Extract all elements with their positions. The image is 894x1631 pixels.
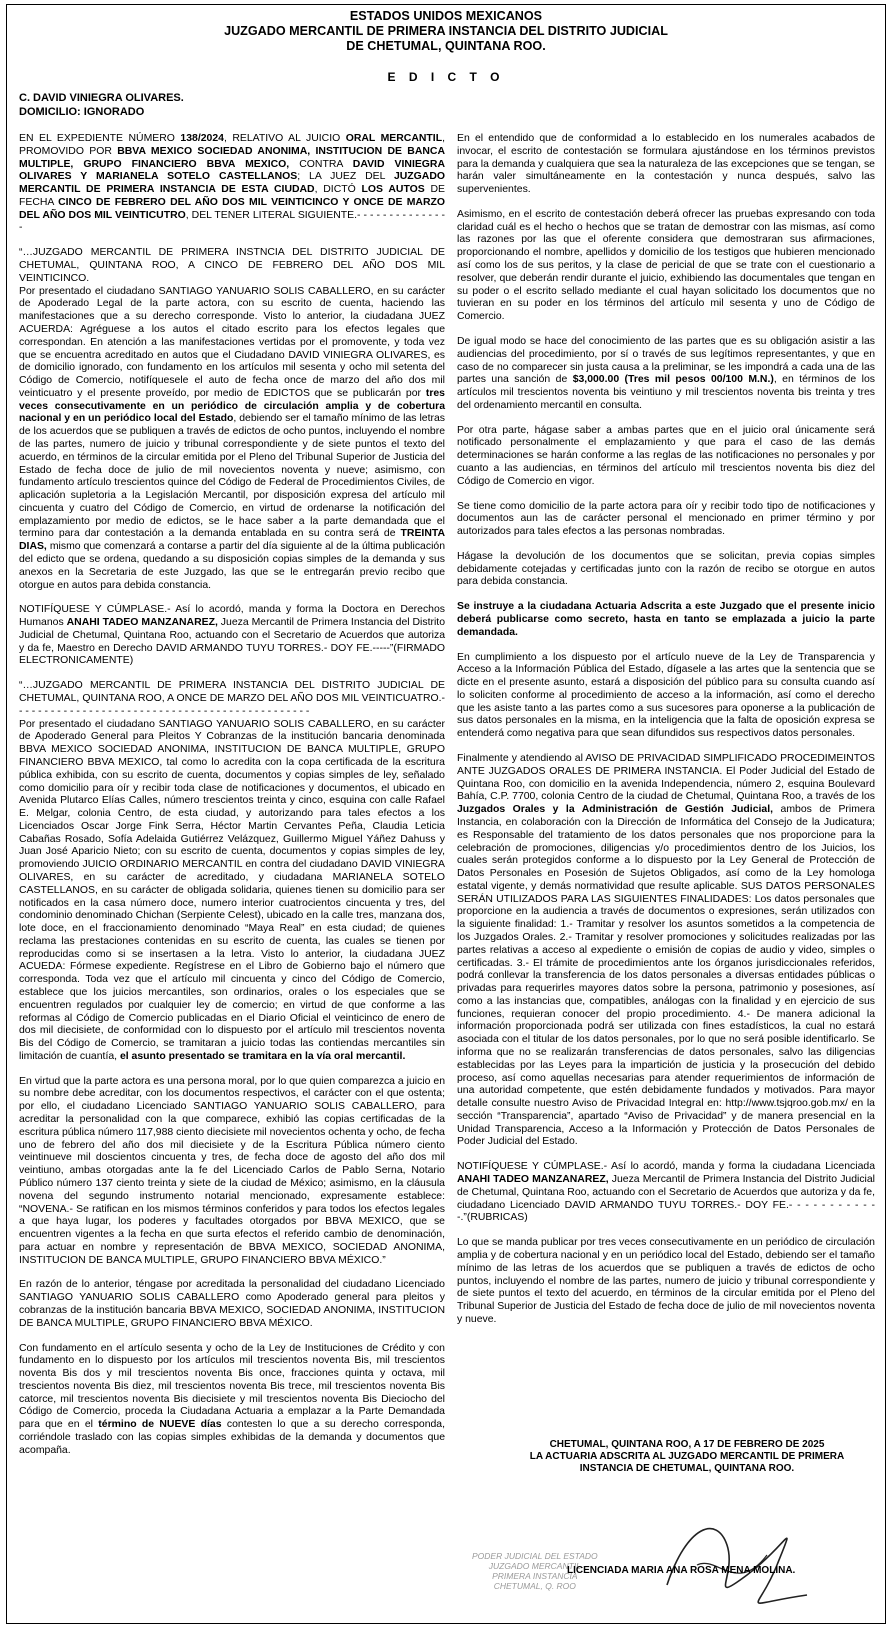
bold-text-run: Juzgados Orales y la Administración de Gestión Judicial, xyxy=(457,804,774,816)
bold-text-run: LOS AUTOS xyxy=(361,184,425,196)
bold-text-run: $3,000.00 (Tres mil pesos 00/100 M.N.) xyxy=(572,374,774,386)
right-column xyxy=(457,133,875,1339)
text-run: , RELATIVO AL JUICIO xyxy=(223,133,346,144)
text-run: Hágase la devolución de los documentos que se solicitan, previa copias simples debidamente cotejadas y certificadas junto con la razón de recibo se otorgue en autos para debida constancia. xyxy=(457,550,875,588)
bold-text-run: el asunto presentado se tramitara en la vía oral mercantil. xyxy=(119,1050,406,1062)
document-header xyxy=(7,9,885,54)
left-column xyxy=(19,133,445,1470)
bold-text-run: ANAHI TADEO MANZANAREZ, xyxy=(457,1174,609,1186)
text-run: Jueza Mercantil de Primera Instancia del Distrito Judicial de Chetumal, Quintana Roo, actuando con el Secretario de Acuerdos que autoriza y da fe, ciudadano Licenciado DAVID ARMANDO TUYU TORRES.- DOY FE.- - - - - - - - - - - -.”(RUBRICAS) xyxy=(457,1174,875,1224)
text-run: “…JUZGADO MERCANTIL DE PRIMERA INSTNCIA DEL DISTRITO JUDICIAL DE CHETUMAL, QUINTANA ROO, A CINCO DE FEBRERO DEL AÑO DOS MIL VEINTICINCO. xyxy=(19,247,445,284)
text-run: , en términos de los artículos mil trescientos noventa bis veintiuno y mil trescientos noventa bis treinta y tres del ordenamiento mercantil en consulta. xyxy=(457,374,875,411)
text-run: En el entendido que de conformidad a lo establecido en los numerales acabados de invocar, el escrito de contestación se formulara ajustándose en los términos previstos para la demanda y cualquiera que sea la naturaleza de las excepciones que se tengan, se harán valer simultáneamente en la contestación y nunca después, salvo las supervenientes. xyxy=(457,133,875,196)
paragraph xyxy=(457,501,875,539)
text-run: NOTIFÍQUESE Y CÚMPLASE.- Así lo acordó, manda y forma la ciudadana Licenciada xyxy=(457,1161,875,1173)
paragraph xyxy=(19,133,445,235)
text-run: Se tiene como domicilio de la parte actora para oír y recibir todo tipo de notificaciones y documentos aun las de carácter personal el mencionado en primer término y por autorizados para tales efectos a las personas nombradas. xyxy=(457,500,875,538)
signature-place-date: CHETUMAL, QUINTANA ROO, A 17 DE FEBRERO DE 2025 xyxy=(549,1439,825,1450)
text-run: ambos de Primera Instancia, en colaboración con la Dirección de Informática del Consejo de la Judicatura; es Responsable del tratamiento de los datos personales que nos proporcione para la celebración de promociones, diligencias y/o procedimientos dentro de los Juicios, los cuales serán protegidos conforme a lo dispuesto por la Ley General de Protección de Datos Personales en Posesión de Sujetos Obligados, así como de la Ley homologa estatal vigente, y demás normatividad que resulte aplicable. SUS DATOS PERSONALES SERÁN UTILIZADOS PARA LAS SIGUIENTES FINALIDADES: Los datos personales que proporcione en la audiencia a través de documentos o expresiones, serán utilizados con la siguiente finalidad: 1.- Tramitar y resolver los asuntos sometidos a la competencia de los Juzgados Orales. 2.- Tramitar y resolver promociones y solicitudes realizadas por las partes relativas a acceso al expediente o emisión de copias de audio y video, simples o certificadas. 3.- El trámite de procedimientos ante los órganos jurisdiccionales referidos, podrá conllevar la transferencia de los datos personales a diversas entidades públicas o privadas para requerirles mayores datos sobre la persona, patrimonio y posesiones, así como a las instancias que, compatibles, análogas con la finalidad y en ejercicio de sus funciones, requieran conocer del propio procedimiento. 4.- De manera adicional la información proporcionada podrá ser utilizada con fines estadísticos, la cual no estará asociada con el titular de los datos personales, por lo que no será posible identificarlo. Se informa que no se realizarán transferencias de datos personales, salvo las diligencias establecidas por las Leyes para la impartición de justicia y la prosecución del debido proceso, así como aquellas necesarias para atender requerimientos de información de una autoridad competente, que estén debidamente fundados y motivados. Para mayor detalle consulte nuestro Aviso de Privacidad Integral en: http://www.tsjqroo.gob.mx/ en la sección “Transparencia”, apartado “Aviso de Privacidad” y de manera presencial en la Unidad Transparencia, Acceso a la Información y Protección de Datos Personales de Poder Judicial del Estado. xyxy=(457,804,875,1148)
text-run: Finalmente y atendiendo al AVISO DE PRIVACIDAD SIMPLIFICADO PROCEDIMEINTOS ANTE JUZGADOS ORALES DE PRIMERA INSTANCIA. El Poder Judicial del Estado de Quintana Roo, con domicilio en la avenida Independencia, número 2, esquina Boulevard Bahía, C.P. 7700, colonia Centro de la ciudad de Chetumal, Quintana Roo, a través de los xyxy=(457,753,875,803)
bold-text-run: JUZGADO MERCANTIL DE PRIMERA INSTANCIA DE ESTA CIUDAD xyxy=(19,171,445,196)
text-run: contesten lo que a su derecho corresponda, corriéndole traslado con las copias simples exhibidas de la demanda y documentos que acompaña. xyxy=(19,1419,446,1456)
text-run: CONTRA xyxy=(289,158,353,170)
addressee-name: C. DAVID VINIEGRA OLIVARES. xyxy=(19,92,184,104)
text-run: Asimismo, en el escrito de contestación deberá ofrecer las pruebas expresando con toda claridad cuál es el hecho o hechos que se tratan de demostrar con las mismas, así como las razones por las que el oferente considera que demostraran sus afirmaciones, proporcionando el nombre, apellidos y domicilio de los testigos que hubieren mencionado así como los de sus peritos, y la clase de pericial de que se trate con el cuestionario a resolver, que deberán rendir durante el juicio, exhibiendo las documentales que tengan en su poder o el escrito sellado mediante el cual hayan solicitado los documentos que no tuvieran en su poder en los términos del artículo mil sesenta y uno de Código de Comercio. xyxy=(457,208,875,323)
text-run: Por otra parte, hágase saber a ambas partes que en el juicio oral únicamente será notificado personalmente el emplazamiento y que para el caso de las demás determinaciones se harán conforme a las reglas de las notificaciones no personales y por cuanto a las audiencias, en términos del artículo mil trescientos noventa bis diez del Código de Comercio en vigor. xyxy=(457,424,875,487)
bold-text-run: CINCO DE FEBRERO DEL AÑO DOS MIL VEINTICINCO Y ONCE DE MARZO DEL AÑO DOS MIL VEINTICUTRO xyxy=(19,196,445,221)
bold-text-run: ANAHI TADEO MANZANAREZ, xyxy=(66,617,218,629)
signature-role-continued: INSTANCIA DE CHETUMAL, QUINTANA ROO. xyxy=(579,1463,795,1474)
bold-text-run: Se instruye a la ciudadana Actuaria Adscrita a este Juzgado que el presente inicio deberá publicarse como secreto, hasta en tanto se emplazada a juicio la parte demandada. xyxy=(457,601,875,638)
header-country: ESTADOS UNIDOS MEXICANOS xyxy=(349,9,543,23)
paragraph xyxy=(457,601,875,639)
text-run: Por presentado el ciudadano SANTIAGO YANUARIO SOLIS CABALLERO, en su carácter de Apoderado General para Pleitos Y Cobranzas de la institución bancaria denominada BBVA MEXICO SOCIEDAD ANONIMA, INSTITUCION DE BANCA MULTIPLE, GRUPO FINANCIERO BBVA MEXICO, tal como lo acredita con la copa certificada de la escritura pública exhibida, con su escrito de cuenta, documentos y copias simples de ley, señalado como domicilio para oír y recibir toda clase de notificaciones y documentos, el ubicado en Avenida Plutarco Elías Calles, número trescientos treinta y cinco, esquina con calle Rafael E. Melgar, colonia Centro, de esta ciudad, y autorizando para tales efectos a los Licenciados Oscar Jorge Fink Serra, Héctor Martin Cervantes Peña, Claudia Leticia Cabañas Rosado, Sofía Adelaida Gutiérrez Velázquez, Guillermo Miguel Yáñez Dahuss y Juan José Aparicio Nieto; con su escrito de cuenta, documentos y copias simples de ley, promoviendo JUICIO ORDINARIO MERCANTIL en contra del ciudadano DAVID VINIEGRA OLIVARES, en su carácter de acreditado, y ciudadana MARIANELA SOTELO CASTELLANOS, en su carácter de obligada solidaria, quienes tienen su domicilio para ser notificados en la casa número doce, numero interior cuatrocientos cincuenta y tres, del condominio denominado Chichan (Serpiente Celest), ubicado en la calle tres, manzana dos, lote doce, en el fraccionamiento denominado “Maya Real” en esta ciudad; de quienes reclama las prestaciones contenidas en su escrito de cuenta, las cuales se tienen por reproducidas como si se insertasen a la letra. Visto lo anterior, la ciudadana JUEZ ACUEDA: Fórmese expediente. Regístrese en el Libro de Gobierno bajo el número que corresponda. Toda vez que el artículo mil cincuenta y cinco del Código de Comercio, establece que los juicios mercantiles, son ordinarios, orales o los especiales que se encuentren regulados por cualquier ley de comercio; en virtud de que conforme a las reformas al Código de Comercio publicadas en el Diario Oficial el veinticinco de enero de dos mil diecisiete, de conformidad con lo dispuesto por el artículo mil trescientos noventa Bis del Código de Comercio, se tramitaran a juicio todas las contiendas mercantiles sin limitación de cuantía, xyxy=(19,718,445,1062)
paragraph xyxy=(457,1161,875,1225)
header-city: DE CHETUMAL, QUINTANA ROO. xyxy=(346,39,546,53)
text-run: En virtud que la parte actora es una persona moral, por lo que quien comparezca a juicio en su nombre debe acreditar, con los documentos respectivos, el carácter con el que ostenta; por ello, el ciudadano Licenciado SANTIAGO YANUARIO SOLIS CABALLERO, para acreditar la personalidad con la que comparece, exhibió las copias certificadas de la escritura pública número 117,988 ciento diecisiete mil novecientos ochenta y ocho, de fecha uno de febrero del año dos mil diecisiete y de la Escritura Pública número ciento veintinueve mil doscientos cincuenta y tres, de fecha doce de agosto del año dos mil veintiuno, ambas otorgadas ante la fe del Licenciado Carlos de Pablo Serna, Notario Público número 137 ciento treinta y siete de la ciudad de México; asimismo, en la cláusula novena del segundo instrumento notarial mencionado, expresamente establece: “NOVENA.- Se ratifican en los mismos términos conferidos y para todos los efectos legales a que haya lugar, los poderes y facultades otorgados por BBVA MEXICO, que se encuentren vigentes a la fecha en que surta efectos el referido cambio de denominación, para actuar en nombre y representación de BBVA MEXICO, SOCIEDAD ANONIMA, INSTITUCION DE BANCA MULTIPLE, GRUPO FINANCIERO BBVA MÉXICO.” xyxy=(19,1075,445,1266)
paragraph xyxy=(457,133,875,197)
signature-role: LA ACTUARIA ADSCRITA AL JUZGADO MERCANTIL DE PRIMERA xyxy=(529,1451,845,1462)
text-run: Por presentado el ciudadano SANTIAGO YANUARIO SOLIS CABALLERO, en su carácter de Apoderado Legal de la parte actora, con su escrito de cuenta, haciendo las manifestaciones que a su derecho corresponde. Visto lo anterior, la ciudadana JUEZ ACUERDA: Agréguese a los autos el citado escrito para los efectos legales que correspondan. En atención a las manifestaciones vertidas por el promovente, y toda vez que se encuentra acreditado en autos que el Ciudadano DAVID VINIEGRA OLIVARES, es de domicilio ignorado, con fundamento en los artículos mil sesenta y ocho mil setenta del Código de Comercio, notifíquesele el auto de fecha once de marzo del año dos mil veinticuatro y el presente proveído, por medio de EDICTOS que se publicarán por xyxy=(19,285,445,399)
paragraph xyxy=(457,551,875,589)
bold-text-run: DAVID VINIEGRA OLIVARES Y MARIANELA SOTELO CASTELLANOS xyxy=(19,158,445,183)
handwritten-signature xyxy=(657,1505,817,1615)
paragraph xyxy=(19,286,445,593)
text-run: NOTIFÍQUESE Y CÚMPLASE.- Así lo acordó, manda y forma la Doctora en Derechos Humanos xyxy=(19,604,445,629)
header-court: JUZGADO MERCANTIL DE PRIMERA INSTANCIA DEL DISTRITO JUDICIAL xyxy=(224,24,668,38)
paragraph xyxy=(19,247,445,285)
text-run: DE FECHA xyxy=(19,184,445,208)
addressee-block xyxy=(19,91,184,119)
signatory-name: LICENCIADA MARIA ANA ROSA MENA MOLINA. xyxy=(567,1565,796,1576)
paragraph xyxy=(19,1076,445,1268)
paragraph xyxy=(457,336,875,413)
paragraph xyxy=(19,680,445,718)
addressee-domicile: DOMICILIO: IGNORADO xyxy=(19,106,145,118)
bold-text-run: TREINTA DIAS, xyxy=(19,528,445,553)
text-run: “…JUZGADO MERCANTIL DE PRIMERA INSTANCIA DEL DISTRITO JUDICIAL DE CHETUMAL, QUINTANA ROO, A ONCE DE MARZO DEL AÑO DOS MIL VEINTICUATRO.- - - - - - - - - - - - - - - - - - - - - - - - - - - - - - - - - - - - - - - - - - - - - - - xyxy=(19,680,445,717)
stamp-line: CHETUMAL, Q. ROO xyxy=(493,1581,576,1591)
text-run: , DEL TENER LITERAL SIGUIENTE.- - - - - - - - - - - - - - - xyxy=(19,209,445,234)
paragraph xyxy=(19,1343,445,1458)
paragraph xyxy=(19,719,445,1064)
text-run: , DICTÓ xyxy=(314,184,362,196)
paragraph xyxy=(457,753,875,1149)
text-run: ; LA JUEZ DEL xyxy=(297,171,394,183)
stamp-line: PODER JUDICIAL DEL ESTADO xyxy=(472,1551,598,1561)
text-run: Lo que se manda publicar por tres veces consecutivamente en un periódico de circulación amplia y de cobertura nacional y en un periódico local del Estado, debiendo ser el tamaño mínimo de las letras de los acuerdos que se publiquen a través de edictos de ocho puntos, incluyendo el nombre de las partes, numero de juicio y tribunal correspondiente y de siete puntos el texto del acuerdo, en términos de la circular emitida por el Pleno del Tribunal Superior de Justicia del Estado de fecha doce de julio de mil novecientos noventa y nueve. xyxy=(457,1237,875,1325)
bold-text-run: BBVA MEXICO SOCIEDAD ANONIMA, INSTITUCION DE BANCA MULTIPLE, GRUPO FINANCIERO BBVA MEXICO, xyxy=(19,145,445,170)
text-run: , debiendo ser el tamaño mínimo de las letras de los acuerdos que se publiquen a través de edictos de ocho puntos, incluyendo el nombre de las partes, numero de juicio y tribunal correspondiente y de siete puntos el texto del acuerdo, en términos de la circular emitida por el Pleno del Tribunal Superior de Justicia del Estado de fecha doce de julio de mil novecientos noventa y nueve; asimismo, con fundamento artículo trescientos quince del Código de Federal de Procedimientos Civiles, de aplicación supletoria a la Legislación Mercantil, por disposición expresa del artículo mil cincuenta y cuatro del Código de Comercio, en virtud de ordenarse la notificación del emplazamiento por medio de edictos, se le hace saber a la parte demandada que el termino para dar contestación a la demanda entablada en su contra será de xyxy=(19,413,445,540)
text-run: Con fundamento en el artículo sesenta y ocho de la Ley de Instituciones de Crédito y con fundamento en lo dispuesto por los artículos mil trescientos noventa Bis, mil trescientos noventa Bis dos y mil trescientos noventa Bis once, fracciones quinta y octava, mil trescientos noventa Bis diez, mil trescientos noventa Bis trece, mil trescientos noventa Bis catorce, mil trescientos noventa Bis diecisiete y mil trescientos noventa Bis Dieciocho del Código de Comercio, proceda la Ciudadana Actuaria a emplazar a la Parte Demandada para que en el xyxy=(19,1342,445,1431)
paragraph xyxy=(457,209,875,324)
text-run: , PROMOVIDO POR xyxy=(19,133,445,157)
edict-page xyxy=(6,4,886,1624)
document-title: E D I C T O xyxy=(387,70,505,84)
bold-text-run: término de NUEVE días xyxy=(98,1419,222,1431)
stamp-line: JUZGADO MERCANTIL xyxy=(488,1561,581,1571)
bold-text-run: ORAL MERCANTIL xyxy=(345,133,443,144)
paragraph xyxy=(457,652,875,741)
text-run: De igual modo se hace del conocimiento de las partes que es su obligación asistir a las audiencias del procedimiento, por sí o través de sus legítimos representantes, y que en caso de no comparecer sin justa causa a la preliminar, se les impondrá a cada una de las partes una sanción de xyxy=(457,335,875,386)
text-run: Jueza Mercantil de Primera Instancia del Distrito Judicial de Chetumal, Quintana Roo, actuando con el Secretario de Acuerdos que autoriza y da fe, Maestro en Derecho DAVID ARMANDO TUYU TORRES.- DOY FE.-----”(FIRMADO ELECTRONICAMENTE) xyxy=(19,617,445,667)
stamp-line: PRIMERA INSTANCIA xyxy=(492,1571,578,1581)
text-run: En razón de lo anterior, téngase por acreditada la personalidad del ciudadano Licenciado SANTIAGO YANUARIO SOLIS CABALLERO como Apoderado general para pleitos y cobranzas de la institución bancaria BBVA MEXICO, SOCIEDAD ANONIMA, INSTITUCION DE BANCA MULTIPLE, GRUPO FINANCIERO BBVA MÉXICO. xyxy=(19,1279,445,1329)
paragraph xyxy=(19,604,445,668)
text-run: mismo que comenzará a contarse a partir del día siguiente al de la última publicación del edicto que se ordena, quedando a su disposición copias simples de la demanda y sus anexos en la Secretaria de este Juzgado, las que se le entregarán previo recibo que otorgue en autos para debida constancia. xyxy=(19,541,445,591)
text-run: En cumplimiento a los dispuesto por el artículo nueve de la Ley de Transparencia y Acceso a la Información Pública del Estado, dígasele a las artes que la sentencia que se dicte en el presente asunto, estará a disposición del público para su consulta cuando así lo soliciten conforme al procedimiento de acceso a la información, así como el derecho que les asiste tanto a las partes como a sus sucesores para oponerse a la publicación de sus datos personales en la misma, en la inteligencia que la falta de oposición expresa se entenderá como negativa para que sean difundidos sus respectivos datos personales. xyxy=(457,651,875,740)
text-run: EN EL EXPEDIENTE NÚMERO xyxy=(19,133,181,144)
paragraph xyxy=(19,1279,445,1330)
bold-text-run: 138/2024 xyxy=(180,133,224,144)
signature-block xyxy=(497,1439,877,1475)
paragraph xyxy=(457,425,875,489)
bold-text-run: tres veces consecutivamente en un periódico de circulación amplia y de cobertura nacional y en un periódico local del Estado xyxy=(19,387,445,425)
paragraph xyxy=(457,1237,875,1326)
